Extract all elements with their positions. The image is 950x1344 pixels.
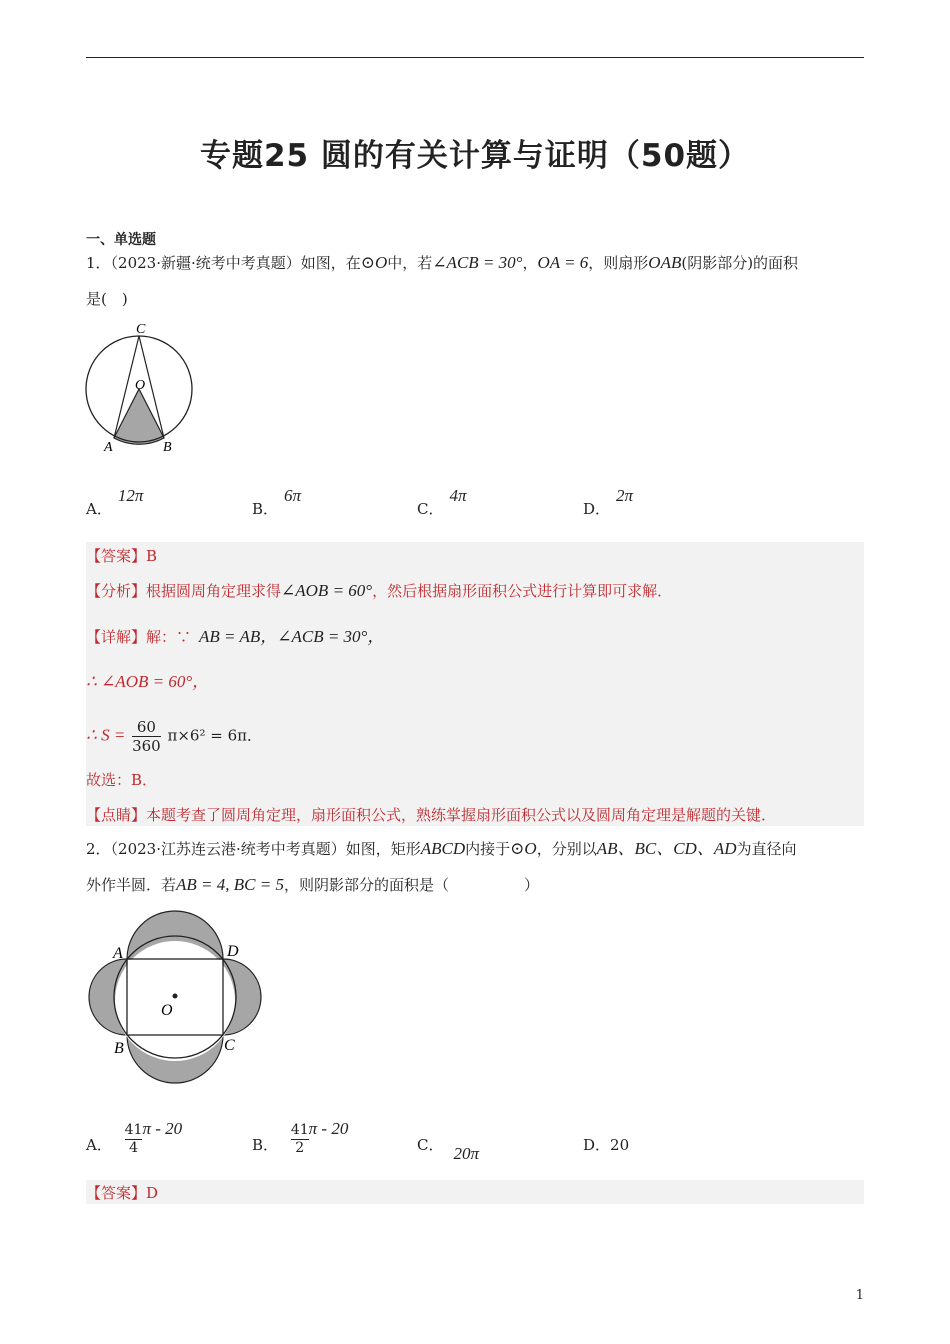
q1-option-b-label: B． (252, 500, 279, 518)
q1-label-c: C (136, 322, 146, 337)
q1-fraction (132, 718, 161, 755)
q1-circle-symbol: ⊙O (360, 253, 388, 272)
header-rule (86, 57, 864, 58)
q2-stem-line2 (86, 874, 539, 896)
q2-option-c (417, 1134, 480, 1163)
q1-stem-line2: 是( ) (86, 290, 128, 308)
q2-option-a-label: A． (86, 1136, 112, 1154)
q1-answer-tag: 【答案】 (86, 547, 147, 565)
q2-label-c: C (224, 1037, 235, 1054)
q2-given: AB = 4, BC = 5 (176, 875, 284, 894)
q2-option-d (583, 1134, 629, 1155)
q1-oab: OAB (648, 253, 682, 272)
q2-line2a: 外作半圆．若 (86, 876, 177, 894)
q1-option-d (583, 486, 634, 519)
q1-option-c-label: C． (417, 500, 444, 518)
q2-option-a-num: 41 (124, 1122, 143, 1138)
q2-circle-symbol: ⊙O (510, 839, 537, 858)
q2-option-b (252, 1119, 349, 1157)
q2-option-b-num: 41 (290, 1122, 309, 1138)
q1-frac-den: 360 (132, 737, 161, 755)
q2-option-b-den: 2 (295, 1140, 305, 1156)
q1-angle: ∠ACB = 30° (432, 253, 523, 272)
q1-option-b-value: 6π (284, 486, 302, 505)
q1-option-a (86, 486, 144, 519)
q1-step2 (86, 718, 262, 755)
q1-analysis-b: ，然后根据扇形面积公式进行计算即可求解． (372, 582, 673, 600)
q2-option-a (86, 1119, 183, 1157)
q1-figure (84, 318, 198, 458)
q1-stem-line1 (86, 252, 798, 274)
q1-label-a: A (104, 440, 113, 455)
q1-label-b: B (163, 440, 172, 455)
q2-stem-line1 (86, 838, 797, 860)
q1-text-mid2: ，则扇形 (588, 254, 649, 272)
q1-comma: ， (522, 254, 538, 272)
q2-option-d-label: D． (583, 1136, 611, 1154)
q1-answer-value: B (146, 547, 158, 565)
q1-option-c-value: 4π (449, 486, 467, 505)
q1-label-o: O (135, 378, 146, 393)
q1-answer (86, 545, 157, 567)
q1-detail-math: ，∠ACB = 30°， (260, 627, 385, 646)
q2-source: （2023·江苏连云港·统考中考真题）如图，矩形 (110, 840, 421, 858)
q1-number: 1． (86, 254, 111, 272)
page-number: 1 (855, 1288, 864, 1303)
q1-comment-text: 本题考查了圆周角定理，扇形面积公式，熟练掌握扇形面积公式以及圆周角定理是解题的关键． (146, 806, 777, 824)
q2-text-tail: 为直径向 (736, 840, 797, 858)
q2-text-mid2: ，分别以 (536, 840, 597, 858)
q1-detail-tag: 【详解】 (86, 628, 147, 646)
q2-option-c-value: 20π (453, 1144, 480, 1163)
q2-center-dot (173, 994, 178, 999)
q2-label-o: O (161, 1002, 173, 1019)
q1-choice: 故选：B． (86, 771, 158, 789)
q1-frac-num: 60 (132, 718, 161, 737)
q2-option-b-label: B． (252, 1136, 279, 1154)
q1-analysis-tag: 【分析】 (86, 582, 147, 600)
q1-option-a-value: 12π (117, 486, 144, 505)
q2-label-a: A (113, 945, 123, 962)
q1-oa: OA = 6 (537, 253, 589, 272)
q1-analysis-a: 根据圆周角定理求得 (146, 582, 282, 600)
q1-detail (86, 626, 384, 648)
q2-number: 2． (86, 840, 111, 858)
q2-option-d-value: 20 (610, 1136, 630, 1154)
page-title: 专题25 圆的有关计算与证明（50题） (199, 138, 751, 174)
q1-option-d-label: D． (583, 500, 611, 518)
q1-comment-tag: 【点睛】 (86, 806, 147, 824)
q1-detail-a: 解：∵ (146, 628, 192, 646)
q2-option-b-fraction (291, 1122, 309, 1157)
q1-comment (86, 804, 776, 826)
q2-abcd: ABCD (420, 839, 466, 858)
q1-analysis (86, 580, 672, 602)
q2-sides: AB、BC、CD、AD (596, 839, 737, 858)
q1-arc-equal: AB = AB (199, 627, 261, 646)
q2-option-a-rest: π - 20 (142, 1119, 183, 1138)
q2-option-a-fraction (125, 1122, 143, 1157)
q1-option-a-label: A． (86, 500, 112, 518)
q1-step1: ∴ ∠AOB = 60°， (86, 672, 210, 691)
q1-option-b (252, 486, 302, 519)
q1-option-d-value: 2π (616, 486, 634, 505)
q1-analysis-math: ∠AOB = 60° (281, 581, 373, 600)
q1-shaded-sector (114, 389, 164, 444)
q2-label-d: D (227, 943, 239, 960)
q1-source: （2023·新疆·统考中考真题）如图，在 (110, 254, 361, 272)
q1-option-c (417, 486, 467, 519)
q1-step2-prefix: ∴ S = (86, 725, 126, 745)
section-heading: 一、单选题 (86, 232, 156, 248)
q2-option-a-den: 4 (129, 1140, 138, 1156)
q2-option-c-label: C． (417, 1136, 444, 1154)
q2-answer-value: D (146, 1184, 159, 1202)
q2-text-mid1: 内接于 (465, 840, 511, 858)
q2-label-b: B (114, 1040, 124, 1057)
q1-step2-suffix: π×6² = 6π． (167, 726, 262, 745)
q2-answer-tag: 【答案】 (86, 1184, 147, 1202)
q2-line2b: ，则阴影部分的面积是（ ） (283, 876, 539, 894)
q1-text-mid1: 中，若 (387, 254, 433, 272)
q2-figure (84, 906, 270, 1092)
q2-answer (86, 1182, 158, 1204)
q2-solution-box (86, 1180, 864, 1204)
q2-option-b-rest: π - 20 (308, 1119, 349, 1138)
q1-text-tail: (阴影部分)的面积 (681, 254, 799, 272)
